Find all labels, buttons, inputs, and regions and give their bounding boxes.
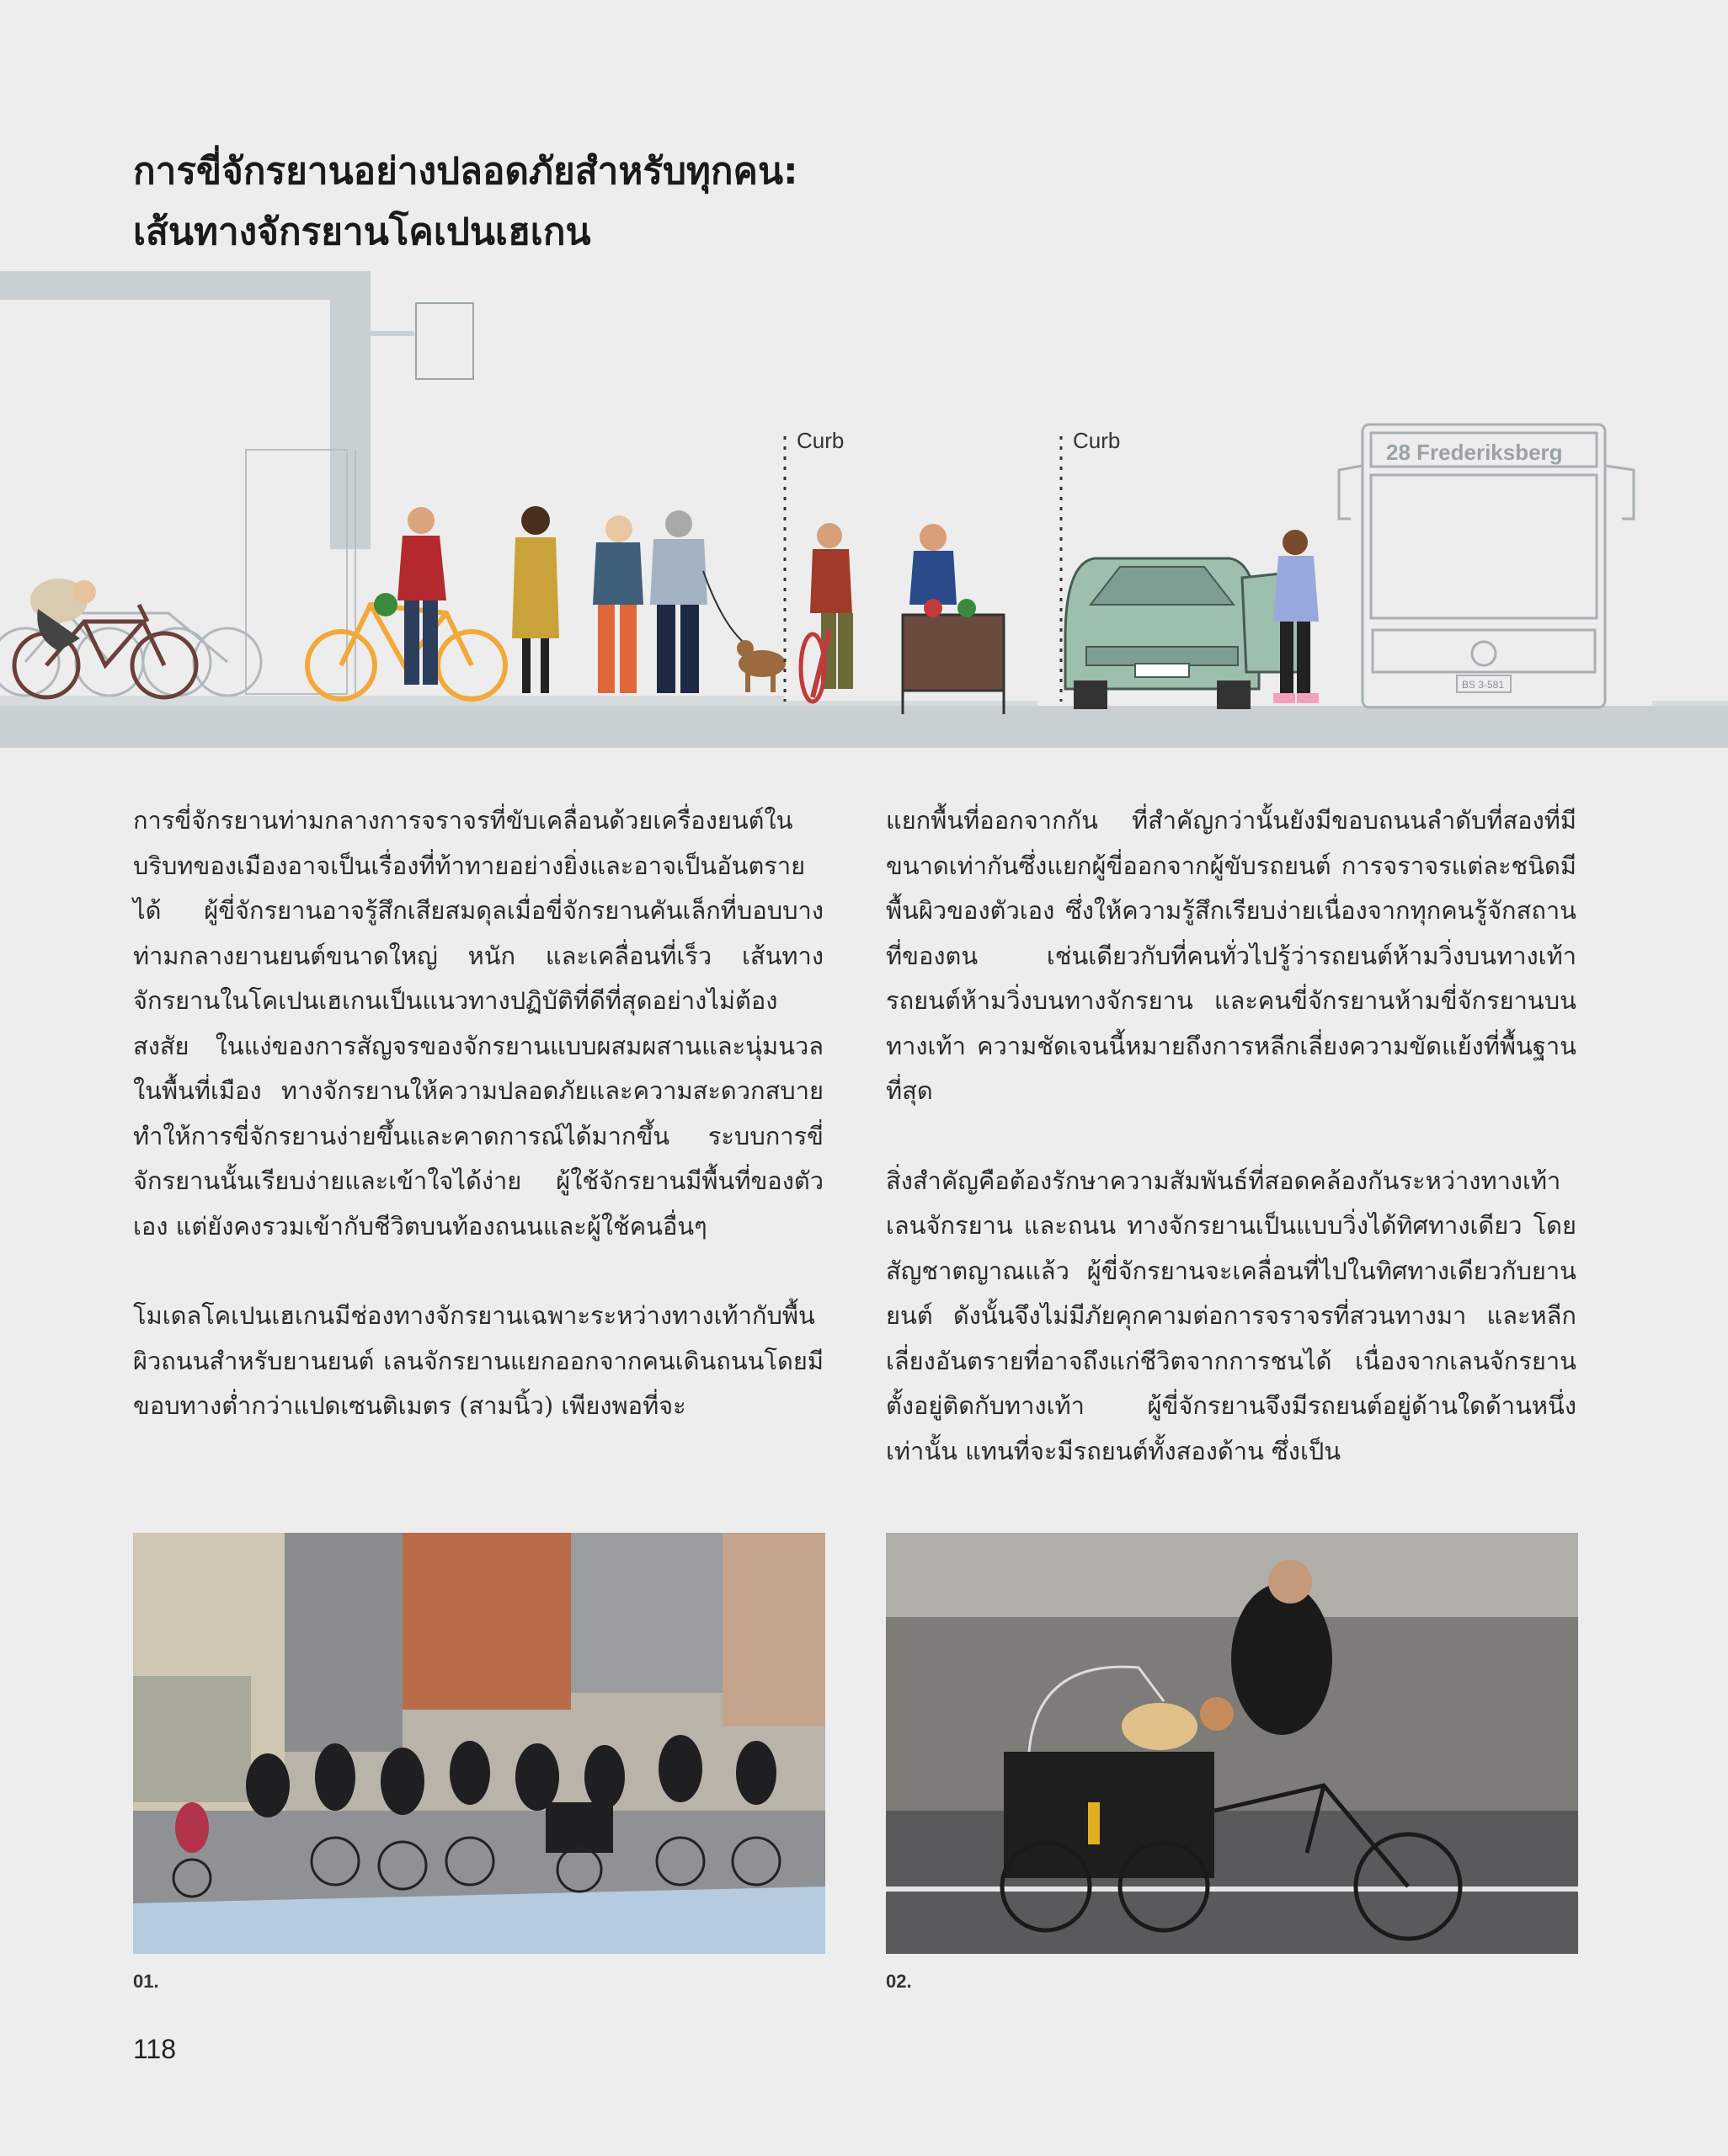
- photo-cargo-bike: [886, 1533, 1578, 1954]
- person-orange-pants: [593, 515, 643, 693]
- person-red-jacket: [374, 507, 446, 685]
- page-number: 118: [133, 2034, 177, 2064]
- body-column-right: [886, 798, 1576, 1518]
- person-car-door: [1273, 530, 1319, 703]
- bus: [1339, 424, 1634, 707]
- title-line-2: เส้นทางจักรยานโคเปนเฮเกน: [133, 211, 591, 253]
- bus-destination-sign: 28 Frederiksberg: [1386, 440, 1563, 465]
- person-yellow-dress: [512, 506, 559, 693]
- body-paragraph: โมเดลโคเปนเฮเกนมีช่องทางจักรยานเฉพาะระหว่างทางเท้ากับพื้นผิวถนนสำหรับยานยนต์ เลนจักรยานแยกออกจากคนเดินถนนโดยมีขอบทางต่ำกว่าแปดเซนติเมตร (สามนิ้ว) เพียงพอที่จะ: [133, 1301, 824, 1420]
- traffic-sign: [416, 303, 473, 379]
- curb-label-1: Curb: [797, 428, 845, 453]
- photo-cyclists-street: [133, 1533, 825, 1954]
- body-paragraph: แยกพื้นที่ออกจากกัน ที่สำคัญกว่านั้นยังมีขอบถนนลำดับที่สองที่มีขนาดเท่ากันซึ่งแยกผู้ขี่ออกจากผู้ขับรถยนต์ การจราจรแต่ละชนิดมีพื้นผิวของตัวเอง ซึ่งให้ความรู้สึกเรียบง่ายเนื่องจากทุกคนรู้จักสถานที่ของตน เช่นเดียวกับที่คนทั่วไปรู้ว่ารถยนต์ห้ามวิ่งบนทางเท้า รถยนต์ห้ามวิ่งบนทางจักรยาน และคนขี่จักรยานห้ามขี่จักรยานบนทางเท้า ความชัดเจนนี้หมายถึงการหลีกเลี่ยงความขัดแย้งที่พื้นฐานที่สุด: [886, 806, 1576, 1105]
- figure-caption-2: 02.: [886, 1971, 912, 1992]
- ground: [0, 706, 1728, 748]
- bus-license-plate: BS 3-581: [1462, 679, 1505, 691]
- body-paragraph: สิ่งสำคัญคือต้องรักษาความสัมพันธ์ที่สอดคล้องกันระหว่างทางเท้า เลนจักรยาน และถนน ทางจักรยานเป็นแบบวิ่งได้ทิศทางเดียว โดยสัญชาตญาณแล้ว ผู้ขี่จักรยานจะเคลื่อนที่ไปในทิศทางเดียวกับยานยนต์ ดังนั้นจึงไม่มีภัยคุกคามต่อการจราจรที่สวนทางมา และหลีกเลี่ยงอันตรายที่อาจถึงแก่ชีวิตจากการชนได้ เนื่องจากเลนจักรยานตั้งอยู่ติดกับทางเท้า ผู้ขี่จักรยานจึงมีรถยนต์อยู่ด้านใดด้านหนึ่งเท่านั้น แทนที่จะมีรถยนต์ทั้งสองด้าน ซึ่งเป็น: [886, 1166, 1576, 1465]
- dog: [737, 640, 786, 692]
- green-car: [1065, 558, 1305, 709]
- title-line-1: การขี่จักรยานอย่างปลอดภัยสำหรับทุกคน:: [133, 150, 798, 193]
- cargo-bike-rider: [903, 524, 1004, 714]
- page-title: [133, 141, 1312, 263]
- figure-caption-1: 01.: [133, 1971, 159, 1992]
- crouching-person: [30, 579, 96, 651]
- curb-label-2: Curb: [1073, 428, 1121, 453]
- body-column-left: [133, 798, 824, 1474]
- person-gray-sweater: [650, 510, 749, 693]
- cyclist-red-bike: [801, 523, 853, 702]
- street-section-illustration: [0, 268, 1728, 748]
- body-paragraph: การขี่จักรยานท่ามกลางการจราจรที่ขับเคลื่อนด้วยเครื่องยนต์ในบริบทของเมืองอาจเป็นเรื่องที่ท้าทายอย่างยิ่งและอาจเป็นอันตรายได้ ผู้ขี่จักรยานอาจรู้สึกเสียสมดุลเมื่อขี่จักรยานคันเล็กที่บอบบางท่ามกลางยานยนต์ขนาดใหญ่ หนัก และเคลื่อนที่เร็ว เส้นทางจักรยานในโคเปนเฮเกนเป็นแนวทางปฏิบัติที่ดีที่สุดอย่างไม่ต้องสงสัย ในแง่ของการสัญจรของจักรยานแบบผสมผสานและนุ่มนวลในพื้นที่เมือง ทางจักรยานให้ความปลอดภัยและความสะดวกสบาย ทำให้การขี่จักรยานง่ายขึ้นและคาดการณ์ได้มากขึ้น ระบบการขี่จักรยานนั้นเรียบง่ายและเข้าใจได้ง่าย ผู้ใช้จักรยานมีพื้นที่ของตัวเอง แต่ยังคงรวมเข้ากับชีวิตบนท้องถนนและผู้ใช้คนอื่นๆ: [133, 806, 824, 1241]
